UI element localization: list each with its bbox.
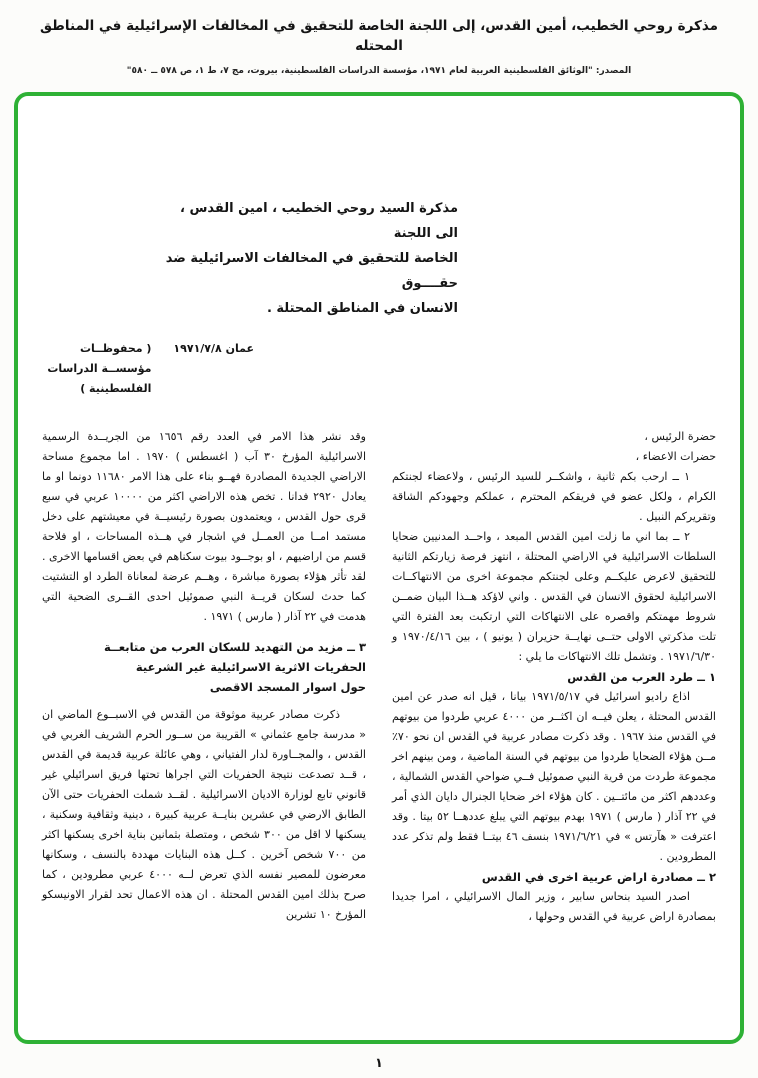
memo-title-line-3: الانسان في المناطق المحتلة . (266, 301, 458, 316)
memo-title-line-1: مذكرة السيد روحي الخطيب ، امين القدس ، الى اللجنة (180, 201, 458, 241)
two-column-body (42, 427, 716, 927)
paragraph-intro-1: ١ ــ ارحب بكم ثانية ، واشكــر للسيد الرئيس ، ولاعضاء لجنتكم الكرام ، ولكل عضو في فريقكم المحترم ، عملكم وجهودكم الشاقة وتقريركم النبيل . (392, 470, 716, 523)
salutation-members: حضرات الاعضاء ، (635, 450, 716, 463)
memo-title (158, 196, 458, 321)
memo-archive-note: ( محفوظــات مؤسســة الدراسات الفلسطينية ) (47, 342, 152, 395)
section-heading-excavations-line-2: الحفريات الاثرية الاسرائيلية غير الشرعية (135, 660, 366, 674)
green-frame (14, 92, 744, 1044)
page-header (0, 0, 758, 78)
document-source-line: المصدر: "الوثائق الفلسطينية العربية لعام ١٩٧١، مؤسسة الدراسات الفلسطينية، بيروت، مج ٧، ط ١، ص ٥٧٨ ــ ٥٨٠" (126, 66, 632, 76)
paragraph-expulsion: اذاع راديو اسرائيل في ١٩٧١/٥/١٧ بيانا ، قيل انه صدر عن امين القدس المحتلة ، يعلن فيــه ان اكثــر من ٤٠٠٠ عربي طردوا من بيوتهم في القدس منذ ١٩٦٧ . وقد ذكرت مصادر عربية في القدس ان نحو ٧٠٪ مــن هؤلاء الضحايا طردوا من بيوتهم في السنة الماضية ، ومن بينهم اخر مجموعة طردت من قرية النبي صموئيل فــي ضواحي القدس الشمالية ، وعددهم اكثر من مائتــين . كان هؤلاء اخر ضحايا الجنرال دايان الذي أمر في ٢٢ آذار ( مارس ) ١٩٧١ بهدم بيوتهم التي يبلغ عددهــا ٥٢ بيتا . وقد اعترفت « هآرتس » في ١٩٧١/٦/٢١ بنسف ٤٦ بيتــا فقط ولم تذكر عدد المطرودين . (392, 690, 717, 863)
memo-meta-row (42, 339, 254, 399)
paragraph-confiscation: اصدر السيد بنحاس سابير ، وزير المال الاسرائيلي ، امرا جديدا بمصادرة اراض عربية في القدس وحولها ، (392, 890, 716, 923)
paragraph-intro-2: ٢ ــ بما اني ما زلت امين القدس المبعد ، واحــد المدنيين ضحايا السلطات الاسرائيلية في الاراضي المحتلة ، انتهز فرصة زيارتكم الثانية للتحقيق لاعرض عليكــم وعلى لجنتكم مجموعة اخرى من الانتهاكــات الاسرائيلية لحقوق الانسان في القدس . واني لاؤكد هــذا البيان ضمــن شروط مهمتكم واقصره على الانتهاكات التي ارتكبت بعد الفترة التي تلت مذكرتي الاولى حتــى نهايــة حزيران ( يونيو ) ، بين ١٩٧٠/٤/١٦ و ١٩٧١/٦/٣٠ . وتشمل تلك الانتهاكات ما يلي : (392, 530, 716, 663)
memo-document (42, 196, 716, 927)
paragraph-confiscation-continued: وقد نشر هذا الامر في العدد رقم ١٦٥٦ من الجريــدة الرسمية الاسرائيلية المؤرخ ٣٠ آب ( اغسطس ) ١٩٧٠ . اما مجموع مساحة الاراضي الجديدة المصادرة فهــو بناء على هذا الامر ١١٦٨٠ دونما او ما يعادل ٢٩٢٠ فدانا . تخص هذه الاراضي اكثر من ١٠٠٠٠ عربي في سبع قرى حول القدس ، ويعتمدون بصورة رئيسيــة في معيشتهم على دخل مستمد امــا من العمــل في اشجار في هــذه المساحات ، او فلاحة قسم من اراضيهم ، او بوجــود بيوت سكناهم في بعض اقسامها الاخرى . لقد تأثر هؤلاء بصورة مباشرة ، وهــم عرضة لمعاناة الطرد او التشتيت كما حدث لسكان قريــة النبي صموئيل احدى القــرى الضحية التي هدمت في ٢٢ آذار ( مارس ) ١٩٧١ . (42, 430, 367, 623)
paragraph-excavations: ذكرت مصادر عربية موثوقة من القدس في الاسبــوع الماضي ان « مدرسة جامع عثماني » القريبة من ســور الحرم الشريف الغربي في القدس ، والمجــاورة لدار الفتياني ، وهي عائلة عربية قديمة في القدس ، قــد تصدعت نتيجة الحفريات التي اجراها تحتها فريق اسرائيلي غير قانوني تابع لوزارة الاديان الاسرائيلية . لقــد شملت الحفريات حتى الآن الطابق الارضي في عشرين بنايــة عربية كبيرة ، دينية وثقافية وسكنية ، يسكنها لا اقل من ٣٠٠ شخص ، ومتصلة بثمانين بناية اخرى يسكنها اكثر من ٧٠٠ شخص آخرين . كــل هذه البنايات مهددة بالنسف ، وسكانها معرضون للمصير نفسه الذي تعرض لــه ٤٠٠٠ عربي مطرودين ، كما صرح بذلك امين القدس المحتلة . ان هذه الاعمال تحد لقرار الاونيسكو المؤرخ ١٠ تشرين (42, 708, 367, 921)
column-right (392, 427, 716, 927)
page-number: ١ (375, 1056, 383, 1071)
section-heading-excavations-line-3: حول اسوار المسجد الاقصى (209, 680, 366, 694)
salutation-president: حضرة الرئيس ، (644, 430, 716, 443)
memo-date: عمان ١٩٧١/٧/٨ (173, 342, 254, 355)
section-heading-expulsion: ١ ــ طرد العرب من القدس (567, 670, 716, 684)
memo-title-line-2: الخاصة للتحقيق في المخالفات الاسرائيلية ضد حقــــوق (165, 251, 458, 291)
section-heading-excavations-line-1: ٣ ــ مزيد من التهديد للسكان العرب من متابعــة (103, 640, 366, 654)
column-left (42, 427, 366, 927)
section-heading-confiscation: ٢ ــ مصادرة اراض عربية اخرى في القدس (481, 870, 716, 884)
page-footer (0, 1056, 758, 1071)
document-header-title: مذكرة روحي الخطيب، أمين القدس، إلى اللجنة الخاصة للتحقيق في المخالفات الإسرائيلية في المناطق المحتله (39, 18, 719, 54)
